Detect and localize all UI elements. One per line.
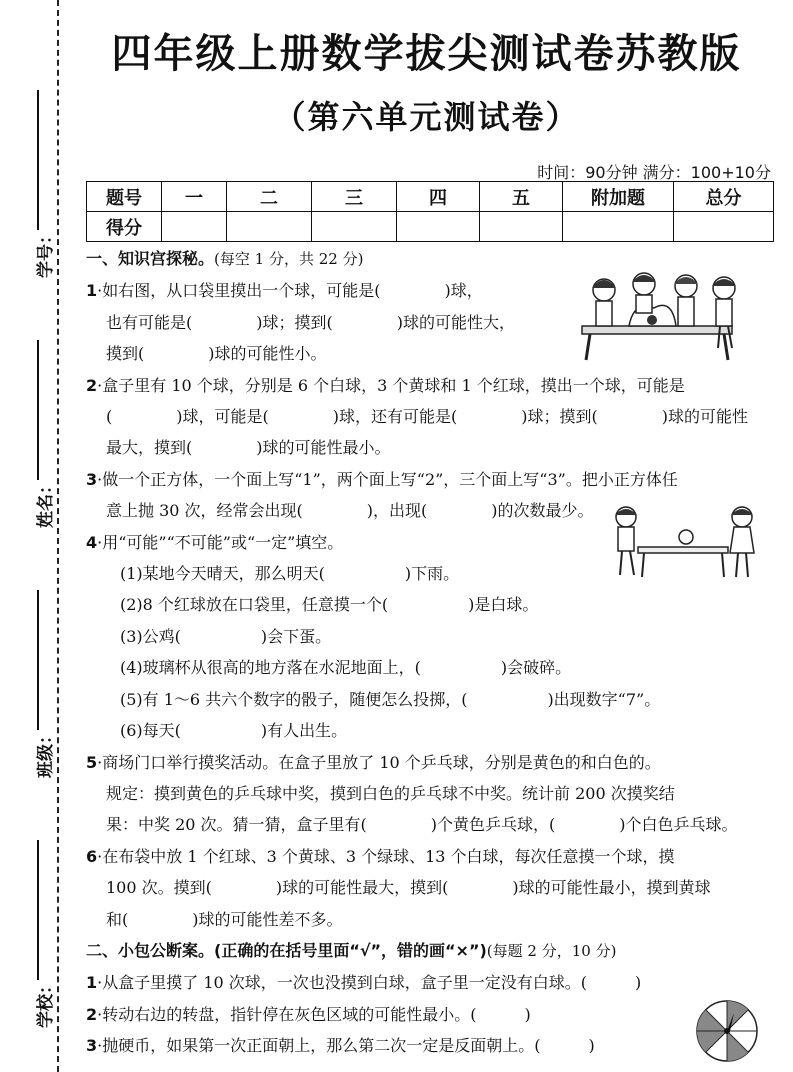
- name-blank-line[interactable]: [37, 340, 39, 480]
- question-number: 3: [86, 469, 98, 489]
- question-2: [86, 370, 776, 464]
- score-header-cell: 一: [162, 182, 227, 212]
- class-blank-line[interactable]: [37, 590, 39, 730]
- judge-statement: ·从盒子里摸了 10 次球，一次也没摸到白球，盒子里一定没有白球。( ): [97, 973, 642, 993]
- score-cell[interactable]: [397, 212, 480, 242]
- judge-item: [86, 967, 776, 998]
- question-6: [86, 841, 776, 935]
- question-number: 3: [86, 1036, 98, 1056]
- score-header-cell: 总分: [674, 182, 774, 212]
- question-content: [86, 243, 776, 1062]
- score-header-cell: 题号: [87, 182, 162, 212]
- name-field: [4, 330, 56, 570]
- score-table-header-row: [87, 182, 774, 212]
- score-row-label: 得分: [87, 212, 162, 242]
- score-table-score-row: [87, 212, 774, 242]
- score-cell[interactable]: [162, 212, 227, 242]
- school-label: 学校：: [36, 977, 56, 1028]
- question-line: ·做一个正方体，一个面上写“1”，两个面上写“2”，三个面上写“3”。把小正方体任: [97, 469, 678, 489]
- class-field: [4, 580, 56, 820]
- score-cell[interactable]: [674, 212, 774, 242]
- section1-score-note: (每空 1 分，共 22 分): [214, 250, 364, 268]
- fill-blank-item: (5)有 1～6 共六个数字的骰子，随便怎么投掷，( )出现数字“7”。: [120, 689, 661, 709]
- question-number: 1: [86, 973, 98, 993]
- score-header-cell: 五: [480, 182, 563, 212]
- question-line: 最大，摸到( )球的可能性最小。: [106, 438, 391, 458]
- section2-title: 二、小包公断案。(正确的在括号里面“√”，错的画“×”): [86, 940, 487, 960]
- fill-blank-item: (6)每天( )有人出生。: [120, 721, 348, 741]
- question-line: ·如右图，从口袋里摸出一个球，可能是( )球，: [97, 281, 483, 301]
- score-cell[interactable]: [563, 212, 674, 242]
- score-cell[interactable]: [480, 212, 563, 242]
- question-number: 2: [86, 375, 98, 395]
- score-header-cell: 附加题: [563, 182, 674, 212]
- score-header-cell: 二: [227, 182, 312, 212]
- question-line: 果：中奖 20 次。猜一猜，盒子里有( )个黄色乒乓球，( )个白色乒乓球。: [106, 815, 738, 835]
- question-line: 规定：摸到黄色的乒乓球中奖，摸到白色的乒乓球不中奖。统计前 200 次摸奖结: [106, 783, 675, 803]
- fill-blank-item: (4)玻璃杯从很高的地方落在水泥地面上，( )会破碎。: [120, 658, 572, 678]
- page-title: 四年级上册数学拔尖测试卷苏教版: [111, 31, 742, 77]
- school-field: [4, 830, 56, 1070]
- time-score-info: 时间：90分钟 满分：100+10分: [537, 163, 771, 182]
- question-line: ·商场门口举行摸奖活动。在盒子里放了 10 个乒乓球，分别是黄色的和白色的。: [97, 752, 661, 772]
- section1-title: 一、知识宫探秘。: [86, 249, 215, 268]
- question-number: 4: [86, 532, 98, 552]
- question-number: 6: [86, 846, 98, 866]
- judge-statement: ·转动右边的转盘，指针停在灰色区域的可能性最小。( ): [97, 1004, 531, 1024]
- student-id-label: 学号：: [36, 227, 56, 278]
- question-line: ·盒子里有 10 个球，分别是 6 个白球，3 个黄球和 1 个红球，摸出一个球，可能是: [97, 375, 685, 395]
- fill-blank-item: (1)某地今天晴天，那么明天( )下雨。: [120, 564, 460, 584]
- section2-score-note: (每题 2 分，10 分): [486, 941, 617, 960]
- score-cell[interactable]: [227, 212, 312, 242]
- class-label: 班级：: [36, 727, 56, 778]
- judge-statement: ·抛硬币，如果第一次正面朝上，那么第二次一定是反面朝上。( ): [97, 1036, 595, 1056]
- question-1: [86, 275, 776, 369]
- question-number: 5: [86, 752, 98, 772]
- question-line: 意上抛 30 次，经常会出现( )，出现( )的次数最少。: [106, 501, 594, 521]
- question-line: 摸到( )球的可能性小。: [106, 344, 327, 364]
- name-label: 姓名：: [36, 477, 56, 528]
- question-intro: ·用“可能”“不可能”或“一定”填空。: [97, 532, 344, 552]
- question-3: [86, 464, 776, 527]
- question-line: 100 次。摸到( )球的可能性最大，摸到( )球的可能性最小，摸到黄球: [106, 878, 711, 898]
- score-cell[interactable]: [312, 212, 397, 242]
- judge-item: [86, 999, 776, 1030]
- fill-blank-item: (3)公鸡( )会下蛋。: [120, 626, 332, 646]
- question-number: 2: [86, 1004, 98, 1024]
- page-subtitle: （第六单元测试卷）: [273, 98, 580, 136]
- question-5: [86, 747, 776, 841]
- question-line: 和( )球的可能性差不多。: [106, 909, 343, 929]
- question-line: 也有可能是( )球；摸到( )球的可能性大，: [106, 312, 515, 332]
- student-id-field: [4, 80, 56, 320]
- score-header-cell: 四: [397, 182, 480, 212]
- question-line: ·在布袋中放 1 个红球、3 个黄球、3 个绿球、13 个白球，每次任意摸一个球，摸: [97, 846, 675, 866]
- question-4: [86, 527, 776, 747]
- question-number: 1: [86, 281, 98, 301]
- question-line: ( )球，可能是( )球，还有可能是( )球；摸到( )球的可能性: [106, 407, 748, 427]
- section1-heading: [86, 243, 776, 275]
- school-blank-line[interactable]: [37, 840, 39, 980]
- fill-blank-item: (2)8 个红球放在口袋里，任意摸一个( )是白球。: [120, 595, 539, 615]
- judge-item: [86, 1030, 776, 1061]
- student-id-blank-line[interactable]: [37, 90, 39, 230]
- score-header-cell: 三: [312, 182, 397, 212]
- score-table: [86, 181, 774, 242]
- binding-margin-dashed-line: [57, 0, 59, 1072]
- section2-heading: [86, 935, 776, 967]
